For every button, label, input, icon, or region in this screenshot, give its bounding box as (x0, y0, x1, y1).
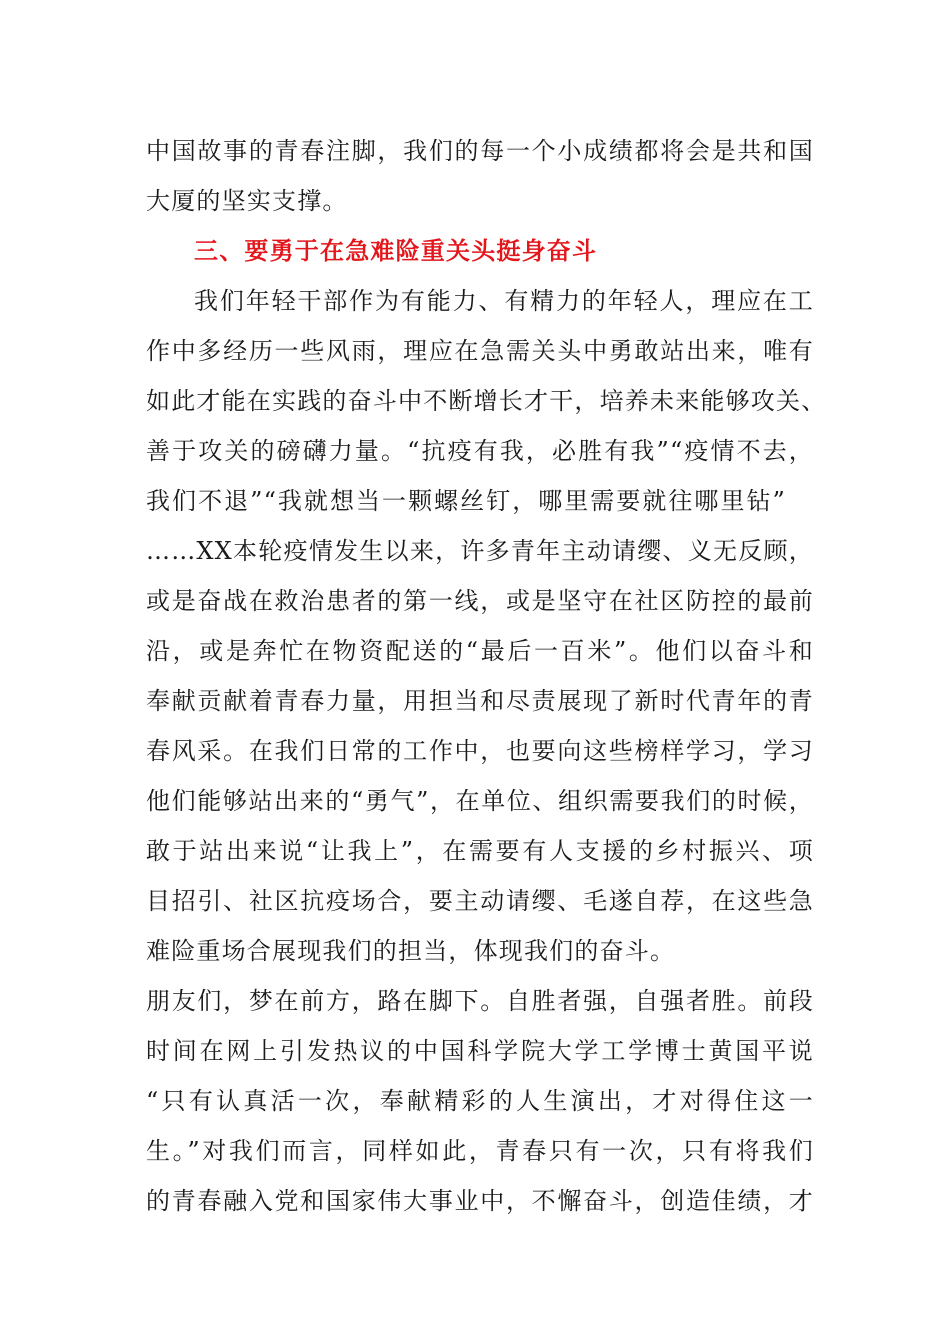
text-line: 如此才能在实践的奋斗中不断增长才干，培养未来能够攻关、 (146, 387, 827, 415)
text-line: 或是奋战在救治患者的第一线，或是坚守在社区防控的最前 (146, 587, 814, 615)
text-line: ……XX本轮疫情发生以来，许多青年主动请缨、义无反顾， (146, 537, 814, 565)
text-line: 沿，或是奔忙在物资配送的“最后一百米”。他们以奋斗和 (146, 637, 814, 665)
text-line: 朋友们，梦在前方，路在脚下。自胜者强，自强者胜。前段 (146, 987, 814, 1015)
text-line: 他们能够站出来的“勇气”，在单位、组织需要我们的时候， (146, 787, 814, 815)
text-line: “只有认真活一次，奉献精彩的人生演出，才对得住这一 (146, 1087, 814, 1115)
text-line: 大厦的坚实支撑。 (146, 187, 348, 215)
text-line: 难险重场合展现我们的担当，体现我们的奋斗。 (146, 937, 676, 965)
text-line: 春风采。在我们日常的工作中，也要向这些榜样学习，学习 (146, 737, 814, 765)
text-line: 中国故事的青春注脚，我们的每一个小成绩都将会是共和国 (146, 137, 814, 165)
section-heading: 三、要勇于在急难险重关头挺身奋斗 (194, 237, 598, 265)
text-line: 敢于站出来说“让我上”，在需要有人支援的乡村振兴、项 (146, 837, 814, 865)
text-line: 的青春融入党和国家伟大事业中，不懈奋斗，创造佳绩，才 (146, 1187, 814, 1215)
text-line: 生。”对我们而言，同样如此，青春只有一次，只有将我们 (146, 1137, 814, 1165)
text-line: 善于攻关的磅礴力量。“抗疫有我，必胜有我”“疫情不去， (146, 437, 814, 465)
text-line: 作中多经历一些风雨，理应在急需关头中勇敢站出来，唯有 (146, 337, 814, 365)
text-line: 我们不退”“我就想当一颗螺丝钉，哪里需要就往哪里钻” (146, 487, 786, 515)
text-line: 目招引、社区抗疫场合，要主动请缨、毛遂自荐，在这些急 (146, 887, 814, 915)
text-line: 奉献贡献着青春力量，用担当和尽责展现了新时代青年的青 (146, 687, 814, 715)
text-line: 时间在网上引发热议的中国科学院大学工学博士黄国平说 (146, 1037, 814, 1065)
text-line: 我们年轻干部作为有能力、有精力的年轻人，理应在工 (194, 287, 814, 315)
